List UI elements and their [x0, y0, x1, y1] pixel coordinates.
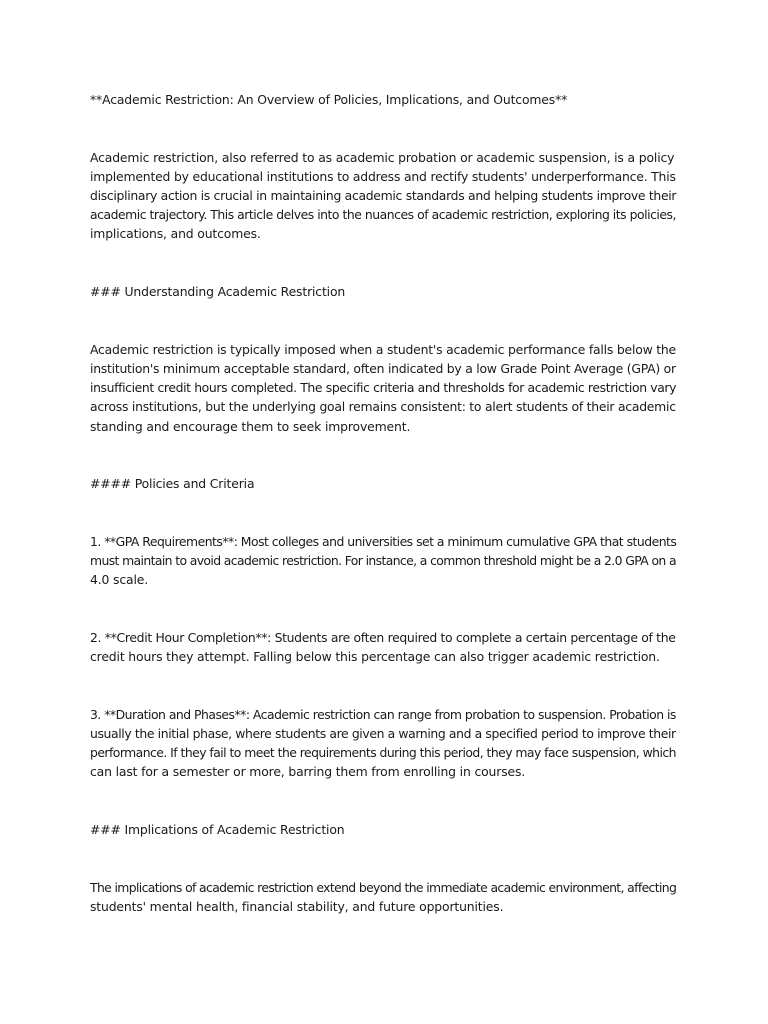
- paragraph-line: Academic restriction, also referred to as academic probation or academic suspension, is a policy: [90, 149, 675, 165]
- paragraph-line: insufficient credit hours completed. The specific criteria and thresholds for academic restriction vary: [90, 380, 677, 396]
- heading-line: #### Policies and Criteria: [90, 476, 255, 492]
- paragraph-line: implications, and outcomes.: [90, 226, 261, 242]
- paragraph-line: disciplinary action is crucial in maintaining academic standards and helping students improve their: [90, 188, 677, 204]
- spacer: [90, 109, 676, 148]
- paragraph-line: students' mental health, financial stability, and future opportunities.: [90, 899, 504, 914]
- heading-line: ### Implications of Academic Restriction: [90, 822, 345, 838]
- spacer: [90, 493, 676, 532]
- paragraph-line: must maintain to avoid academic restriction. For instance, a common threshold might be a 2.0 GPA on a: [90, 553, 676, 569]
- spacer: [90, 590, 676, 629]
- spacer: [90, 244, 676, 283]
- paragraph-line: institution's minimum acceptable standard, often indicated by a low Grade Point Average (GPA) or: [90, 361, 676, 376]
- paragraph-line: 3. **Duration and Phases**: Academic restriction can range from probation to suspension. Probation is: [90, 706, 676, 722]
- list-item-credit-hours: [90, 628, 676, 666]
- paragraph-line: academic trajectory. This article delves into the nuances of academic restriction, exploring its policies,: [90, 207, 676, 223]
- title-line: **Academic Restriction: An Overview of Policies, Implications, and Outcomes**: [90, 92, 568, 107]
- heading-policies: [90, 474, 676, 493]
- implications-paragraph: [90, 878, 676, 916]
- intro-paragraph: [90, 148, 676, 244]
- understanding-paragraph: [90, 340, 676, 436]
- paragraph-line: 4.0 scale.: [90, 572, 149, 588]
- paragraph-line: credit hours they attempt. Falling below this percentage can also trigger academic restriction.: [90, 649, 660, 665]
- paragraph-line: usually the initial phase, where students are given a warning and a specified period to improve their: [90, 726, 676, 742]
- paragraph-line: The implications of academic restriction extend beyond the immediate academic environment, affecting: [90, 879, 677, 895]
- spacer: [90, 666, 676, 705]
- spacer: [90, 782, 676, 821]
- paragraph-line: 2. **Credit Hour Completion**: Students are often required to complete a certain percentage of the: [90, 630, 676, 645]
- heading-line: ### Understanding Academic Restriction: [90, 284, 346, 300]
- list-item-duration: [90, 705, 676, 782]
- paragraph-line: 1. **GPA Requirements**: Most colleges and universities set a minimum cumulative GPA that students: [90, 533, 677, 549]
- paragraph-line: across institutions, but the underlying goal remains consistent: to alert students of their academic: [90, 399, 676, 415]
- list-item-gpa: [90, 532, 676, 590]
- heading-implications: [90, 820, 676, 839]
- paragraph-line: implemented by educational institutions to address and rectify students' underperformance. This: [90, 168, 676, 184]
- spacer: [90, 301, 676, 340]
- document-title: [90, 90, 676, 109]
- heading-understanding: [90, 282, 676, 301]
- spacer: [90, 839, 676, 878]
- spacer: [90, 436, 676, 475]
- paragraph-line: can last for a semester or more, barring them from enrolling in courses.: [90, 764, 526, 780]
- paragraph-line: Academic restriction is typically imposed when a student's academic performance falls below the: [90, 341, 676, 357]
- paragraph-line: standing and encourage them to seek improvement.: [90, 418, 411, 434]
- document-body: [90, 90, 676, 916]
- paragraph-line: performance. If they fail to meet the requirements during this period, they may face suspension, which: [90, 745, 676, 761]
